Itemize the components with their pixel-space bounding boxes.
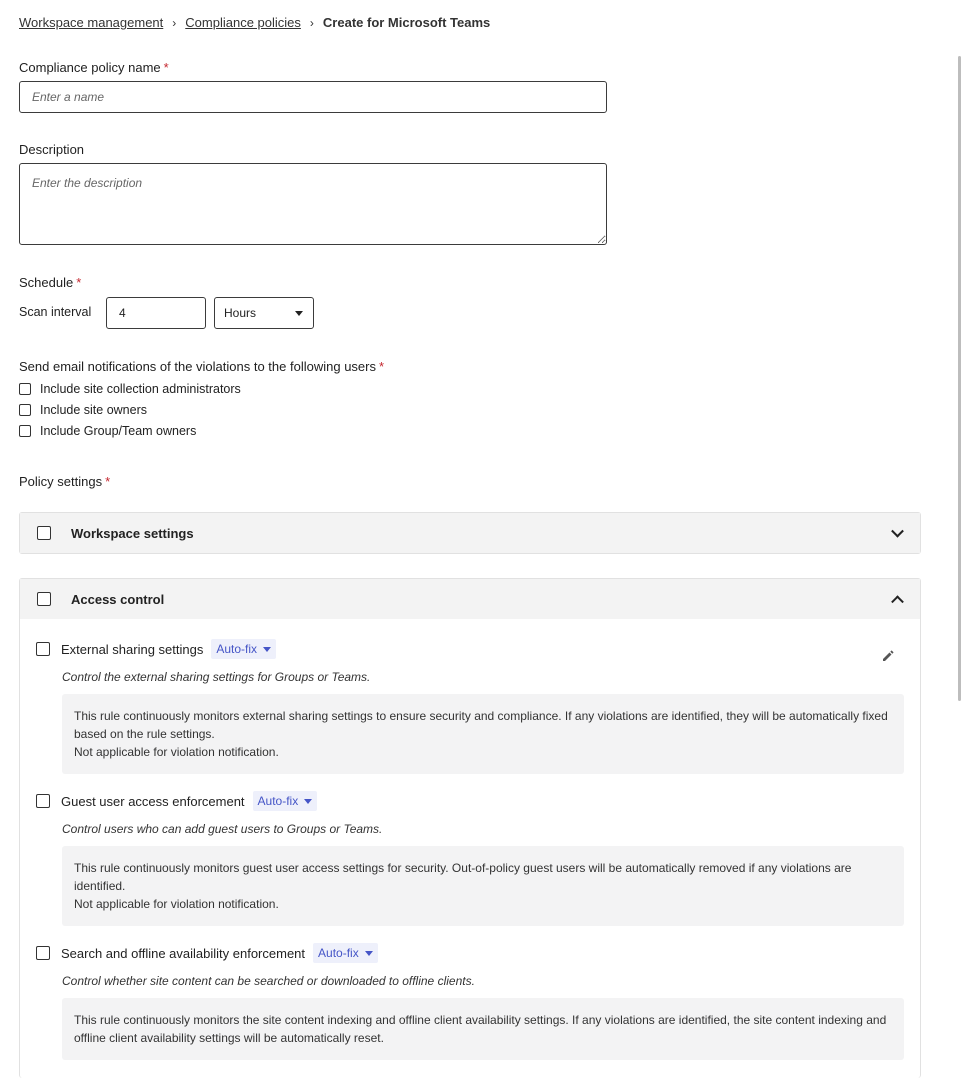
rule-title: External sharing settings	[61, 641, 204, 657]
caret-down-icon	[304, 799, 312, 804]
rule-info-box	[62, 998, 904, 1060]
interval-unit-value: Hours	[224, 306, 257, 320]
scan-interval-label: Scan interval	[19, 305, 92, 319]
rule-external-sharing	[36, 639, 904, 774]
rule-info-note: Not applicable for violation notification.	[74, 745, 279, 759]
notifications-label	[19, 359, 384, 374]
rule-info-box	[62, 694, 904, 774]
access-control-header[interactable]	[20, 579, 920, 619]
policy-name-label	[19, 60, 169, 75]
access-control-checkbox[interactable]	[37, 592, 51, 606]
breadcrumb-current: Create for Microsoft Teams	[322, 15, 491, 30]
breadcrumb-compliance-policies[interactable]: Compliance policies	[185, 15, 301, 30]
breadcrumb	[19, 15, 490, 30]
workspace-settings-header[interactable]	[20, 513, 920, 553]
rule-guest-user-access	[36, 791, 904, 926]
rule-title: Guest user access enforcement	[61, 793, 245, 809]
checkbox[interactable]	[19, 404, 31, 416]
policy-name-input[interactable]	[19, 81, 607, 113]
chevron-up-icon[interactable]	[891, 595, 904, 608]
required-marker: *	[76, 275, 82, 290]
checkbox-label: Include site collection administrators	[40, 382, 241, 396]
badge-label: Auto-fix	[318, 946, 359, 960]
access-control-title: Access control	[71, 591, 165, 607]
policy-name-label-text: Compliance policy name	[19, 60, 161, 75]
checkbox[interactable]	[19, 425, 31, 437]
schedule-label-text: Schedule	[19, 275, 74, 290]
rule-title: Search and offline availability enforcement	[61, 945, 306, 961]
workspace-settings-checkbox[interactable]	[37, 526, 51, 540]
interval-unit-select[interactable]	[214, 297, 314, 329]
checkbox-label: Include site owners	[40, 403, 148, 417]
scan-interval-input[interactable]	[106, 297, 206, 329]
caret-down-icon	[263, 647, 271, 652]
rule-info-text: This rule continuously monitors guest user access settings for security. Out-of-policy guest users will be automatically removed if any violations are identified.	[74, 861, 852, 893]
breadcrumb-workspace-management[interactable]: Workspace management	[19, 15, 164, 30]
rule-description: Control the external sharing settings for Groups or Teams.	[62, 670, 371, 684]
rule-header	[36, 791, 317, 811]
rule-description: Control whether site content can be searched or downloaded to offline clients.	[62, 974, 475, 988]
workspace-settings-title: Workspace settings	[71, 525, 194, 541]
auto-fix-dropdown[interactable]	[211, 639, 276, 659]
rule-search-offline-availability	[36, 943, 904, 1063]
policy-settings-label	[19, 474, 110, 489]
rule-checkbox[interactable]	[36, 946, 50, 960]
auto-fix-dropdown[interactable]	[253, 791, 318, 811]
notifications-label-text: Send email notifications of the violations to the following users	[19, 359, 376, 374]
rule-info-text: This rule continuously monitors external sharing settings to ensure security and compliance. If any violations are identified, they will be automatically fixed based on the rule settings.	[74, 709, 888, 741]
caret-down-icon	[365, 951, 373, 956]
rule-info-note: Not applicable for violation notification.	[74, 897, 279, 911]
schedule-label	[19, 275, 81, 290]
rule-info-text: This rule continuously monitors the site content indexing and offline client availability settings. If any violations are identified, the site content indexing and offline client availability settings will be automatically reset.	[74, 1013, 887, 1045]
description-label: Description	[19, 142, 85, 157]
rule-description: Control users who can add guest users to Groups or Teams.	[62, 822, 383, 836]
notify-site-collection-admins[interactable]	[19, 382, 241, 396]
chevron-right-icon: ›	[172, 15, 177, 30]
required-marker: *	[378, 359, 385, 374]
notify-site-owners[interactable]	[19, 403, 147, 417]
checkbox[interactable]	[19, 383, 31, 395]
workspace-settings-panel	[19, 512, 921, 554]
notify-group-team-owners[interactable]	[19, 424, 196, 438]
caret-down-icon	[295, 311, 303, 316]
policy-settings-label-text: Policy settings	[19, 474, 103, 489]
rule-checkbox[interactable]	[36, 642, 50, 656]
auto-fix-dropdown[interactable]	[313, 943, 378, 963]
edit-pencil-icon[interactable]	[882, 650, 894, 662]
description-textarea[interactable]	[19, 163, 607, 245]
access-control-panel	[19, 578, 921, 1078]
checkbox-label: Include Group/Team owners	[40, 424, 197, 438]
rule-header	[36, 943, 378, 963]
rule-checkbox[interactable]	[36, 794, 50, 808]
required-marker: *	[163, 60, 169, 75]
chevron-right-icon: ›	[309, 15, 314, 30]
badge-label: Auto-fix	[257, 794, 299, 808]
required-marker: *	[105, 474, 111, 489]
badge-label: Auto-fix	[216, 642, 258, 656]
rule-info-box	[62, 846, 904, 926]
rule-header	[36, 639, 276, 659]
chevron-down-icon[interactable]	[891, 525, 904, 538]
